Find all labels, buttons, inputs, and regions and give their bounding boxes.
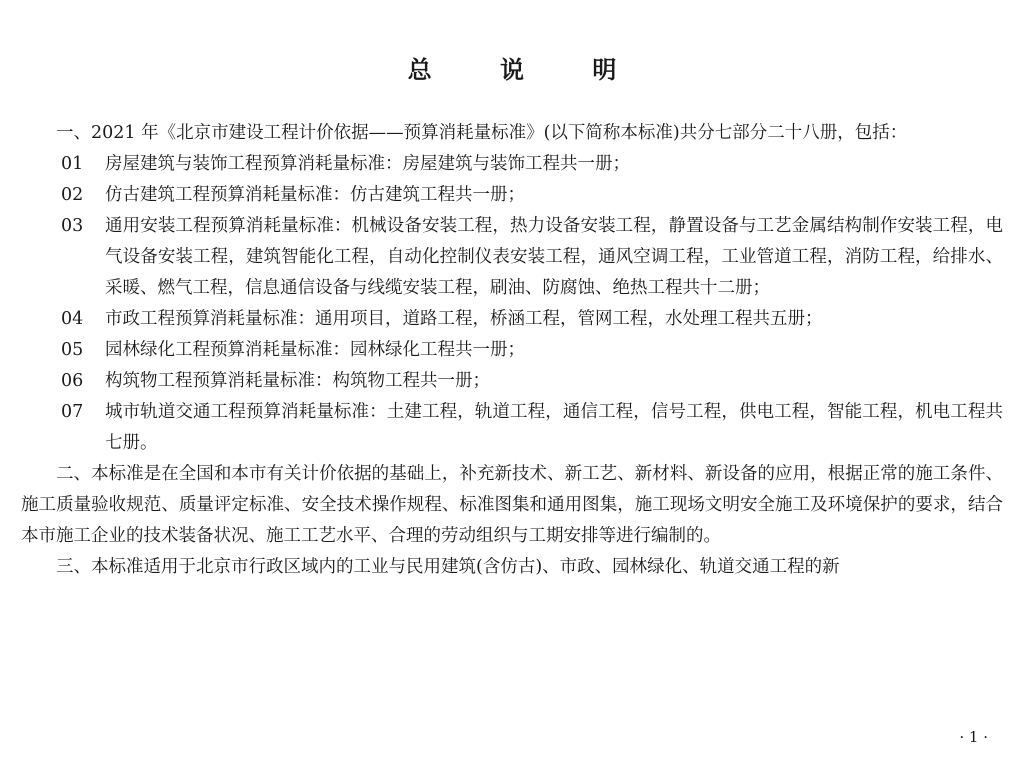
item-number: 07 [61,402,84,422]
item-text: 城市轨道交通工程预算消耗量标准：土建工程，轨道工程，通信工程，信号工程，供电工程，智能工程，机电工程共七册。 [105,402,1003,453]
list-item [21,335,1003,366]
page-number: · 1 · [959,728,988,746]
item-text: 仿古建筑工程预算消耗量标准：仿古建筑工程共一册； [105,185,525,205]
paragraph-2: 二、本标准是在全国和本市有关计价依据的基础上，补充新技术、新工艺、新材料、新设备的应用，根据正常的施工条件、施工质量验收规范、质量评定标准、安全技术操作规程、标准图集和通用图集，施工现场文明安全施工及环境保护的要求，结合本市施工企业的技术装备状况、施工工艺水平、合理的劳动组织与工期安排等进行编制的。 [21,464,1003,546]
item-number: 02 [61,185,84,205]
paragraph-1: 一、2021 年《北京市建设工程计价依据——预算消耗量标准》(以下简称本标准)共分七部分二十八册，包括： [56,123,908,143]
item-text: 通用安装工程预算消耗量标准：机械设备安装工程，热力设备安装工程，静置设备与工艺金属结构制作安装工程，电气设备安装工程，建筑智能化工程，自动化控制仪表安装工程，通风空调工程，工业管道工程，消防工程，给排水、采暖、燃气工程，信息通信设备与线缆安装工程，刷油、防腐蚀、绝热工程共十二册； [105,216,1003,298]
list-item [21,149,1003,180]
list-item [21,180,1003,211]
list-item [21,304,1003,335]
paragraph-3: 三、本标准适用于北京市行政区域内的工业与民用建筑(含仿古)、市政、园林绿化、轨道交通工程的新 [56,557,840,577]
list-item [21,366,1003,397]
document-body [21,118,1003,583]
item-number: 06 [61,371,84,391]
item-text: 构筑物工程预算消耗量标准：构筑物工程共一册； [105,371,490,391]
item-text: 市政工程预算消耗量标准：通用项目，道路工程，桥涵工程，管网工程，水处理工程共五册； [105,309,823,329]
item-number: 01 [61,154,84,174]
list-item [21,211,1003,304]
item-text: 房屋建筑与装饰工程预算消耗量标准：房屋建筑与装饰工程共一册； [105,154,630,174]
item-number: 04 [61,309,84,329]
page-title: 总 说 明 [407,56,647,84]
item-number: 05 [61,340,84,360]
item-text: 园林绿化工程预算消耗量标准：园林绿化工程共一册； [105,340,525,360]
item-number: 03 [61,216,84,236]
list-item [21,397,1003,459]
